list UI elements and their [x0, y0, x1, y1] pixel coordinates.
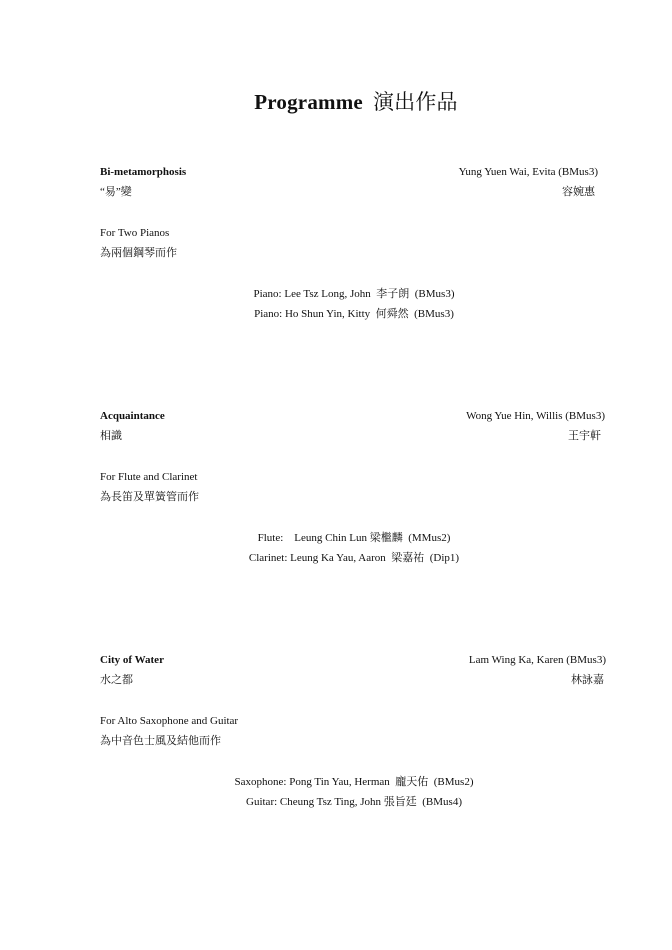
composer-name-en: Lam Wing Ka, Karen (BMus3) [468, 654, 606, 666]
piece-title-zh: “易”變 [100, 186, 132, 198]
piece-title-zh: 水之都 [100, 674, 133, 686]
performer-line: Flute: Leung Chin Lun 梁檵麟 (MMus2) [257, 532, 451, 544]
page-title-en: Programme [254, 90, 363, 114]
instrumentation-en: For Alto Saxophone and Guitar [100, 715, 239, 727]
instrumentation-en: For Flute and Clarinet [100, 471, 198, 483]
piece-title-en: City of Water [100, 654, 164, 666]
piece-title-en: Acquaintance [100, 410, 165, 422]
composer-name-en: Wong Yue Hin, Willis (BMus3) [466, 410, 605, 422]
programme-item [100, 408, 608, 578]
piece-title-en: Bi-metamorphosis [100, 166, 187, 178]
performer-line: Guitar: Cheung Tsz Ting, John 張旨廷 (BMus4) [246, 796, 462, 808]
composer-name-zh: 王宇軒 [568, 430, 601, 442]
programme-item [100, 164, 608, 334]
performer-line: Piano: Lee Tsz Long, John 李子朗 (BMus3) [253, 288, 455, 300]
instrumentation-zh: 為中音色士風及結他而作 [100, 735, 221, 747]
performer-line: Clarinet: Leung Ka Yau, Aaron 梁嘉祐 (Dip1) [248, 552, 460, 564]
instrumentation-zh: 為兩個鋼琴而作 [100, 247, 177, 259]
page-title-zh: 演出作品 [372, 90, 458, 114]
composer-name-zh: 林詠嘉 [571, 674, 604, 686]
piece-title-zh: 相識 [100, 430, 122, 442]
performer-line: Saxophone: Pong Tin Yau, Herman 龐天佑 (BMus2) [234, 776, 474, 788]
composer-name-zh: 容婉惠 [562, 186, 595, 198]
instrumentation-zh: 為長笛及單簧管而作 [100, 491, 199, 503]
instrumentation-en: For Two Pianos [100, 227, 170, 239]
page-title [0, 86, 672, 116]
performer-line: Piano: Ho Shun Yin, Kitty 何舜然 (BMus3) [254, 308, 454, 320]
composer-name-en: Yung Yuen Wai, Evita (BMus3) [458, 166, 598, 178]
programme-item [100, 652, 608, 822]
